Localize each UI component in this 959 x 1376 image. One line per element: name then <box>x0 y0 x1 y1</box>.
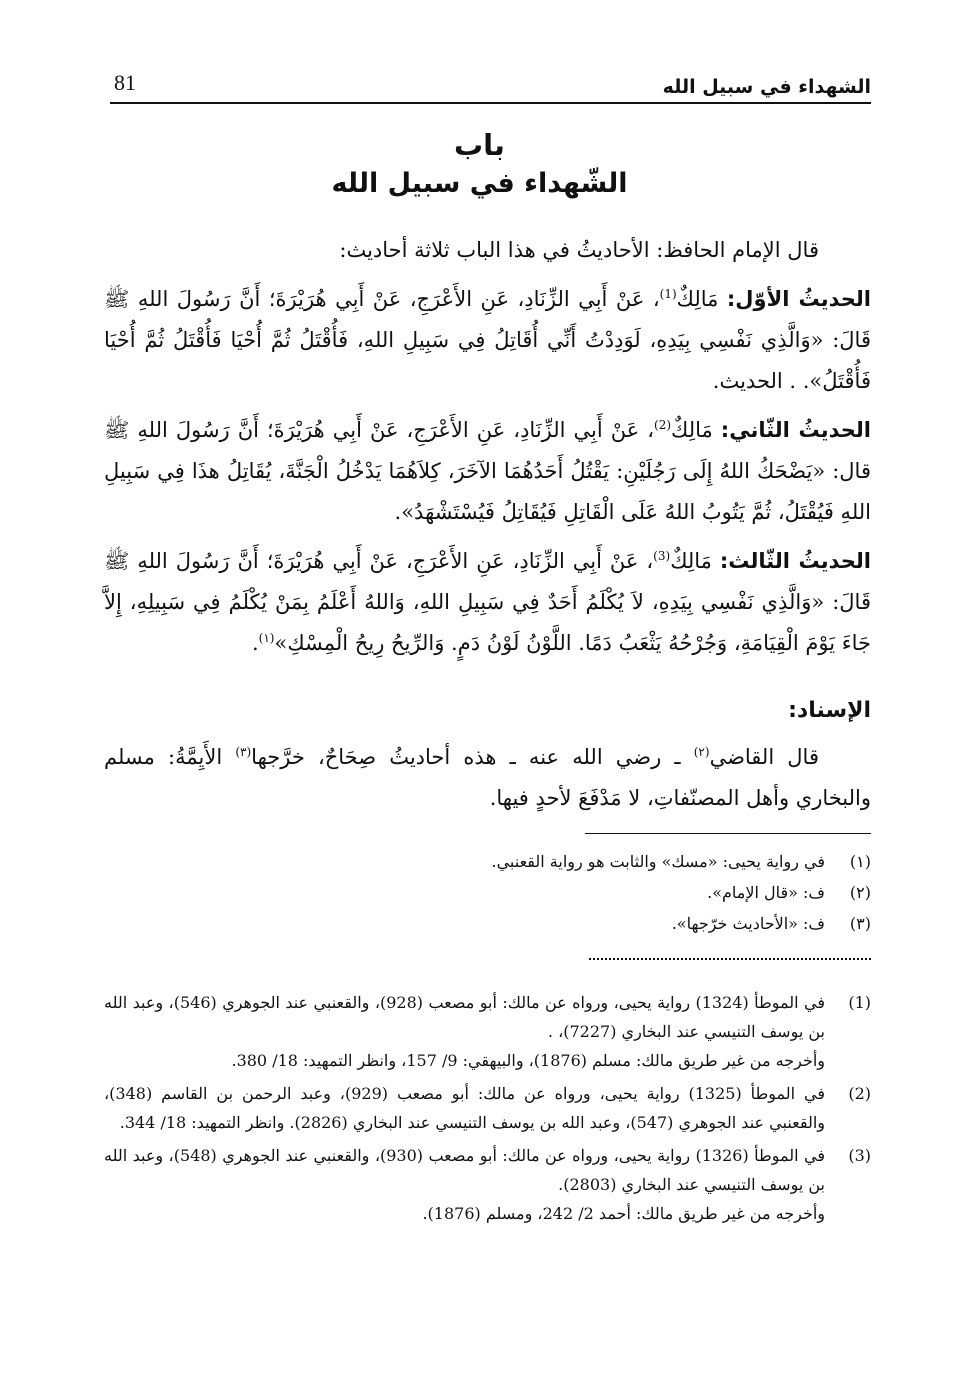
note-number: (٢) <box>849 883 871 902</box>
note-number: (١) <box>849 852 871 871</box>
footnote-text: في الموطأ (1324) رواية يحيى، ورواه عن مالك: أبو مصعب (928)، والقعنبي عند الجوهري (546)، وعبد الله بن يوسف التنيسي عند البخاري (7227)، . <box>104 993 825 1041</box>
footnote-divider <box>585 833 871 834</box>
hadith-text: ، عَنْ أَبِي الزِّنَادِ، عَنِ الأَعْرَجِ، عَنْ أَبِي هُرَيْرَةَ؛ أَنَّ رَسُولَ اللهِ ﷺ قَالَ: «وَالَّذِي نَفْسِي بِيَدِهِ، لاَ يُكْلَمُ أَحَدٌ فِي سَبِيلِ اللهِ، وَاللهُ أَعْلَمُ بِمَنْ يُكْلَمُ فِي سَبِيلِهِ، إِلاَّ جَاءَ يَوْمَ الْقِيَامَةِ، وَجُرْحُهُ يَثْعَبُ دَمًا. اللَّوْنُ لَوْنُ دَمٍ. وَالرِّيحُ رِيحُ الْمِسْكِ» <box>104 549 871 655</box>
hadith-label: الحديثُ الأوّل: <box>726 287 871 311</box>
footnote-text: وأخرجه من غير طريق مالك: أحمد 2/ 242، ومسلم (1876). <box>422 1204 825 1223</box>
page-header <box>110 62 871 104</box>
variant-note <box>104 877 871 908</box>
hadith-narrator: مَالِكٌ <box>671 418 713 442</box>
isnad-paragraph <box>104 737 871 819</box>
footnote-number: (1) <box>848 993 871 1012</box>
variant-note <box>104 908 871 939</box>
variant-notes <box>104 846 871 939</box>
chapter-title: الشّهداء في سبيل الله <box>331 168 628 199</box>
hadith-text: ، عَنْ أَبِي الزِّنَادِ، عَنِ الأَعْرَجِ، عَنْ أَبِي هُرَيْرَةَ؛ أَنَّ رَسُولَ اللهِ ﷺ قال: «يَضْحَكُ اللهُ إِلَى رَجُلَيْنِ: يَقْتُلُ أَحَدُهُمَا الآخَرَ، كِلاَهُمَا يَدْخُلُ الْجَنَّةَ، يُقَاتِلُ هذَا فِي سَبِيلِ اللهِ فَيُقْتَلُ، ثُمَّ يَتُوبُ اللهُ عَلَى الْقَاتِلِ فَيُقَاتِلُ فَيُسْتَشْهَدُ». <box>104 418 871 524</box>
isnad-text: ـ رضي الله عنه ـ هذه أحاديثُ صِحَاحٌ، خرَّجها <box>251 745 694 769</box>
section-heading: الإسناد: <box>788 698 871 723</box>
note-text: في رواية يحيى: «مسك» والثابت هو رواية القعنبي. <box>491 852 825 871</box>
note-ref: (3) <box>653 549 671 563</box>
note-text: ف: «قال الإمام». <box>707 883 825 902</box>
footnote-number: (3) <box>848 1146 871 1165</box>
isnad-text: الأَيِمَّةُ: مسلم والبخاري وأهل المصنّفاتِ، لا مَدْفَعَ لأحدٍ فيها. <box>104 745 871 810</box>
isnad-text: قال القاضي <box>709 745 819 769</box>
footnote-text: وأخرجه من غير طريق مالك: مسلم (1876)، والبيهقي: 9/ 157، وانظر التمهيد: 18/ 380. <box>231 1051 825 1070</box>
hadith-label: الحديثُ الثّاني: <box>720 418 871 442</box>
hadith-2 <box>104 410 871 533</box>
source-footnotes <box>104 988 871 1232</box>
page-number: 81 <box>114 70 136 95</box>
note-number: (٣) <box>849 914 871 933</box>
note-ref: (2) <box>654 418 672 432</box>
running-title: الشهداء في سبيل الله <box>662 76 871 98</box>
hadith-3: الحديثُ الثّالث: مَالِكٌ$^{(3)}$، عَنْ أَبِي الزِّنَادِ، عَنِ الأَعْرَجِ، عَنْ أَبِي هُرَيْرَةَ؛ أَنَّ رَسُولَ اللهِ ﷺ قَالَ: «وَالَّذِي نَفْسِي بِيَدِهِ، لاَ يُكْلَمُ أَحَدٌ فِي سَبِيلِ اللهِ، وَاللهُ أَعْلَمُ بِمَنْ يُكْلَمُ فِي سَبِيلِهِ، إِلاَّ جَاءَ يَوْمَ الْقِيَامَةِ، وَجُرْحُهُ يَثْعَبُ دَمًا. اللَّوْنُ لَوْنُ دَمٍ. وَالرِّيحُ رِيحُ الْمِسْكِ»$^{(١)}$. <box>104 549 871 655</box>
note-ref: (٢) <box>693 745 710 759</box>
hadith-narrator: مَالِكٌ <box>670 549 712 573</box>
footnote <box>104 1141 871 1228</box>
hadith-1 <box>104 279 871 402</box>
note-ref: (1) <box>659 287 677 301</box>
footnote <box>104 1079 871 1137</box>
footnote-text: في الموطأ (1326) رواية يحيى، ورواه عن مالك: أبو مصعب (930)، والقعنبي عند الجوهري (548)، وعبد الله بن يوسف التنيسي عند البخاري (2803). <box>104 1146 825 1194</box>
footnote-text: في الموطأ (1325) رواية يحيى، ورواه عن مالك: أبو مصعب (929)، وعبد الرحمن بن القاسم (348)، والقعنبي عند الجوهري (547)، وعبد الله بن يوسف التنيسي عند البخاري (2826). وانظر التمهيد: 18/ 344. <box>104 1084 825 1132</box>
footnote-number: (2) <box>848 1084 871 1103</box>
note-ref: (٣) <box>235 745 252 759</box>
footnote <box>104 988 871 1075</box>
dotted-divider <box>589 958 871 960</box>
hadith-narrator: مَالِكٌ <box>676 287 719 311</box>
variant-note <box>104 846 871 877</box>
hadith-text: ، عَنْ أَبِي الزِّنَادِ، عَنِ الأَعْرَجِ، عَنْ أَبِي هُرَيْرَةَ؛ أَنَّ رَسُولَ اللهِ ﷺ قَالَ: «وَالَّذِي نَفْسِي بِيَدِهِ، لَوَدِدْتُ أَنِّي أُقَاتِلُ فِي سَبِيلِ اللهِ، فَأُقْتَلُ ثُمَّ أُحْيَا فَأُقْتَلُ ثُمَّ أُحْيَا فَأُقْتَلُ». . الحديث. <box>104 287 871 393</box>
main-text <box>104 230 871 819</box>
hadith-label: الحديثُ الثّالث: <box>719 549 871 573</box>
note-text: ف: «الأحاديث خرّجها». <box>671 914 825 933</box>
note-ref: (١) <box>258 631 275 645</box>
intro-paragraph: قال الإمام الحافظ: الأحاديثُ في هذا الباب ثلاثة أحاديث: <box>339 238 819 262</box>
chapter-label: باب <box>454 128 505 162</box>
